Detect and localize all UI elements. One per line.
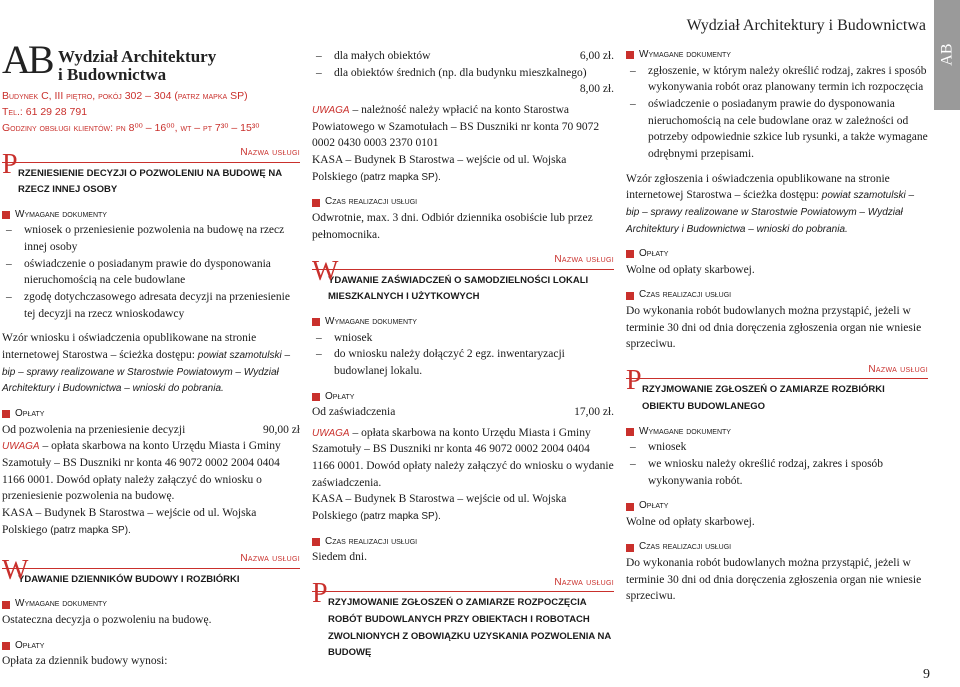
log-fee-list <box>312 48 614 98</box>
time-heading: Czas realizacji usługi <box>312 535 614 550</box>
payment-note: UWAGA – opłata skarbowa na konto Urzędu Miasta i Gminy Szamotuły – BS Duszniki nr konta 46 9072 0002 2004 0404 1166 0001. Dowód opłaty należy załączyć do wniosku o wydanie zaświadczenia. <box>312 426 614 489</box>
payment-note: UWAGA – należność należy wpłacić na konto Starostwa Powiatowego w Szamotułach – BS Duszniki nr konta 70 9072 0002 0430 0003 2370 0101 <box>312 104 600 150</box>
fees-heading: Opłaty <box>312 390 614 405</box>
service-title: RZYJMOWANIE ZGŁOSZEŃ O ZAMIARZE ROZPOCZĘCIA ROBÓT BUDOWLANYCH PRZY OBIEKTACH I ROBOTACH ZWOLNIONYCH Z OBOWIĄZKU UZYSKANIA POZWOLENIA NA BUDOWĘ <box>328 597 611 659</box>
time-heading: Czas realizacji usługi <box>312 195 614 210</box>
list-item: – wniosek <box>626 439 928 456</box>
list-item: – oświadczenie o posiadanym prawie do dysponowania nieruchomością na cele budowlane <box>2 256 300 289</box>
form-path: powiat szamotulski – bip – sprawy realizowane w Starostwie Powiatowym – Wydział Architektury i Budownictwa – wnioski do pobrania. <box>626 190 915 235</box>
required-docs-heading: Wymagane dokumenty <box>626 48 928 63</box>
service-tag: Nazwa usługi <box>240 553 300 565</box>
fee-text: Wolne od opłaty skarbowej. <box>626 263 755 276</box>
side-tab <box>934 0 960 110</box>
service-tag: Nazwa usługi <box>554 254 614 266</box>
phone-line: Tel.: 61 29 28 791 <box>2 106 88 118</box>
drop-cap: P <box>312 578 328 610</box>
list-item: – dla małych obiektów 6,00 zł. <box>312 48 614 65</box>
drop-cap: W <box>312 255 339 287</box>
required-docs-heading: Wymagane dokumenty <box>2 208 300 223</box>
cashier-info: KASA – Budynek B Starostwa – wejście od ul. Wojska Polskiego (patrz mapka SP). <box>312 493 567 523</box>
list-item: – oświadczenie o posiadanym prawie do dysponowania nieruchomością na cele budowlane oraz w zależności od potrzeby odpowiednie szkice lub rysunki, a także wymagane odrębnymi przepisami. <box>626 96 928 163</box>
list-item: – we wniosku należy określić rodzaj, zakres i sposób wykonywania robót. <box>626 456 928 489</box>
side-tab-label: AB <box>938 43 956 67</box>
service-construction-logs <box>2 552 300 587</box>
service-title: YDAWANIE DZIENNIKÓW BUDOWY I ROZBIÓRKI <box>18 573 240 585</box>
hours-line: Godziny obsługi klientów: pn 8⁰⁰ – 16⁰⁰, wt – pt 7³⁰ – 15³⁰ <box>2 122 260 134</box>
required-docs-list <box>312 330 614 380</box>
column-2 <box>312 0 614 661</box>
service-title: YDAWANIE ZAŚWIADCZEŃ O SAMODZIELNOŚCI LOKALI MIESZKALNYCH I UŻYTKOWYCH <box>328 274 589 303</box>
required-docs-heading: Wymagane dokumenty <box>626 425 928 440</box>
page-number: 9 <box>923 666 930 682</box>
service-title: RZENIESIENIE DECYZJI O POZWOLENIU NA BUDOWĘ NA RZECZ INNEJ OSOBY <box>18 167 282 196</box>
required-docs-heading: Wymagane dokumenty <box>2 597 300 612</box>
column-3 <box>626 0 928 605</box>
column-1 <box>0 0 300 670</box>
fee-row: Od zaświadczenia 17,00 zł. <box>312 406 614 419</box>
time-heading: Czas realizacji usługi <box>626 540 928 555</box>
running-head: Wydział Architektury i Budownictwa <box>686 17 926 34</box>
required-docs-list <box>626 439 928 489</box>
list-item: – zgłoszenie, w którym należy określić rodzaj, zakres i sposób wykonywania robót oraz planowany termin ich rozpoczęcia <box>626 63 928 96</box>
service-transfer-decision <box>2 146 300 198</box>
service-demolition-notice <box>626 363 928 415</box>
list-item: – dla obiektów średnich (np. dla budynku mieszkalnego) 8,00 zł. <box>312 65 614 98</box>
list-item: – wniosek o przeniesienie pozwolenia na budowę na rzecz innej osoby <box>2 222 300 255</box>
service-tag: Nazwa usługi <box>554 576 614 588</box>
cashier-info: KASA – Budynek B Starostwa – wejście od ul. Wojska Polskiego (patrz mapka SP). <box>2 506 257 536</box>
required-docs-list <box>2 222 300 322</box>
fee-row: Od pozwolenia na przeniesienie decyzji 90,00 zł <box>2 423 300 436</box>
fees-heading: Opłaty <box>626 499 928 514</box>
service-tag: Nazwa usługi <box>240 147 300 158</box>
form-info: Wzór zgłoszenia i oświadczenia opublikowane na stronie internetowej Starostwa – ścieżka dostępu: powiat szamotulski – bip – sprawy realizowane w Starostwie Powiatowym – Wydział Architektury i Budownictwa – wnioski do pobrania. <box>626 172 915 235</box>
department-logo: AB <box>2 37 52 82</box>
drop-cap: W <box>2 554 29 586</box>
department-header <box>2 37 300 88</box>
fee-text: Wolne od opłaty skarbowej. <box>626 515 755 528</box>
required-docs-text: Ostateczna decyzja o pozwoleniu na budowę. <box>2 613 212 626</box>
service-title: RZYJMOWANIE ZGŁOSZEŃ O ZAMIARZE ROZBIÓRKI OBIEKTU BUDOWLANEGO <box>642 384 885 413</box>
drop-cap: P <box>2 148 18 180</box>
form-info: Wzór wniosku i oświadczenia opublikowane na stronie internetowej Starostwa – ścieżka dostępu: powiat szamotulski – bip – sprawy realizowane w Starostwie Powiatowym – Wydział Architektury i Budownictwa – wnioski do pobrania. <box>2 332 291 395</box>
fees-heading: Opłaty <box>2 639 300 654</box>
drop-cap: P <box>626 365 642 397</box>
fee-text: Opłata za dziennik budowy wynosi: <box>2 655 168 668</box>
service-tag: Nazwa usługi <box>868 363 928 375</box>
list-item: – zgodę dotychczasowego adresata decyzji na przeniesienie tej decyzji na rzecz wnioskodawcy <box>2 289 300 322</box>
time-heading: Czas realizacji usługi <box>626 288 928 303</box>
time-text: Siedem dni. <box>312 551 367 564</box>
list-item: – do wniosku należy dołączyć 2 egz. inwentaryzacji budowlanej lokalu. <box>312 346 614 379</box>
required-docs-list <box>626 63 928 163</box>
time-text: Odwrotnie, max. 3 dni. Odbiór dziennika osobiście lub przez pełnomocnika. <box>312 211 593 241</box>
time-text: Do wykonania robót budowlanych można przystąpić, jeżeli w terminie 30 dni od dnia doręczenia zgłoszenia organ nie wniesie sprzeciwu. <box>626 304 922 351</box>
time-text: Do wykonania robót budowlanych można przystąpić, jeżeli w terminie 30 dni od dnia doręczenia zgłoszenia organ nie wniesie sprzeciwu. <box>626 556 922 603</box>
service-construction-start-notice <box>312 576 614 661</box>
fees-heading: Opłaty <box>2 407 300 422</box>
service-apartment-certificate <box>312 253 614 305</box>
fees-heading: Opłaty <box>626 247 928 262</box>
cashier-info: KASA – Budynek B Starostwa – wejście od ul. Wojska Polskiego (patrz mapka SP). <box>312 154 567 183</box>
address-line: Budynek C, III piętro, pokój 302 – 304 (patrz mapka SP) <box>2 90 248 102</box>
form-path: powiat szamotulski – bip – sprawy realizowane w Starostwie Powiatowym – Wydział Architektury i Budownictwa – wnioski do pobrania. <box>2 350 291 395</box>
list-item: – wniosek <box>312 330 614 347</box>
required-docs-heading: Wymagane dokumenty <box>312 315 614 330</box>
department-title: Wydział Architektury i Budownictwa <box>58 47 217 84</box>
payment-note: UWAGA – opłata skarbowa na konto Urzędu Miasta i Gminy Szamotuły – BS Duszniki nr konta 46 9072 0002 2004 0404 1166 0001. Dowód opłaty należy załączyć do wniosku o przeniesienie pozwolenia na budowę. <box>2 440 281 503</box>
